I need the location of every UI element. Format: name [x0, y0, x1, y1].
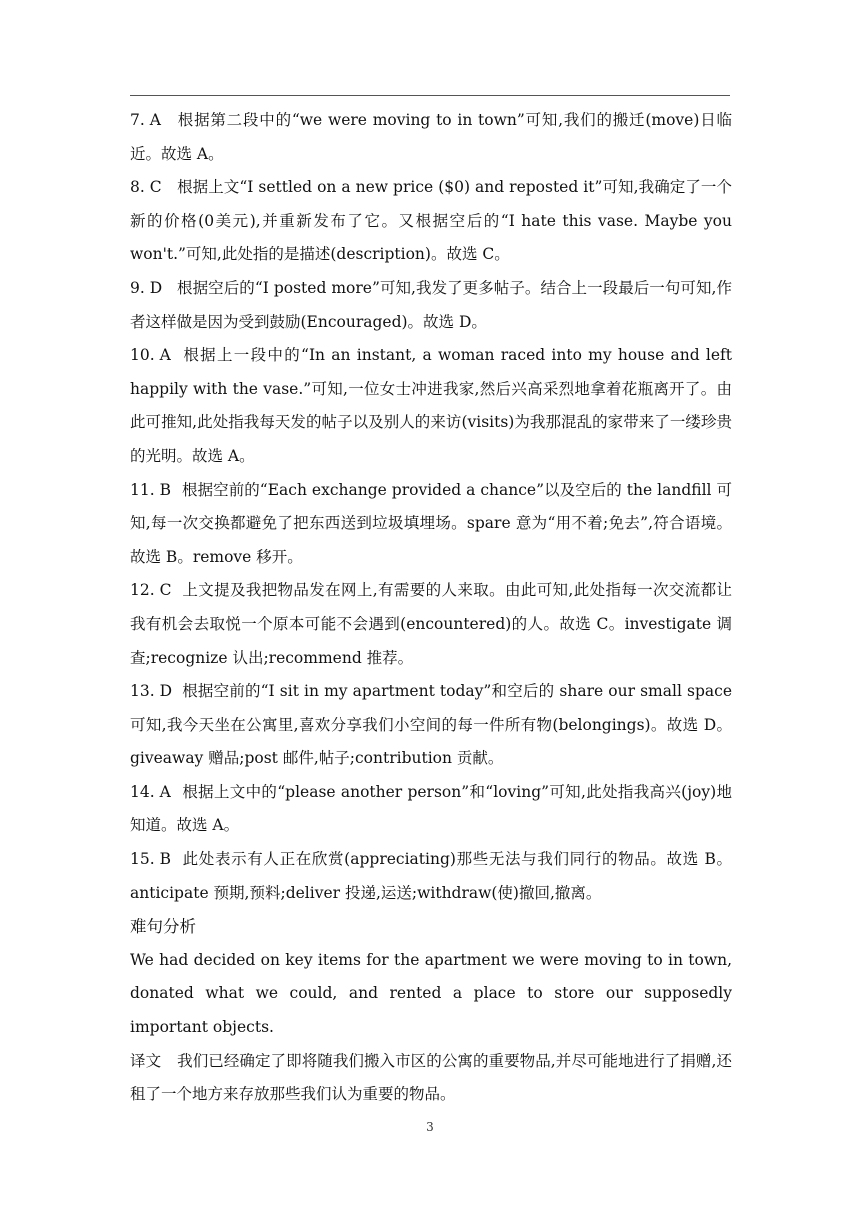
answer-14 [130, 776, 732, 843]
answer-explanation: 根据空前的“I sit in my apartment today”和空后的 share our small space 可知,我今天坐在公寓里,喜欢分享我们小空间的每一件所有物(belongings)。故选 D。giveaway 赠品;post 邮件,帖子;contribution 贡献。 [130, 682, 732, 768]
answer-number: 14. A [130, 782, 171, 801]
answer-number: 8. C [130, 178, 162, 197]
answer-15 [130, 843, 732, 910]
section-title: 难句分析 [130, 917, 196, 937]
translation [130, 1045, 732, 1112]
answer-number: 13. D [130, 682, 173, 701]
answer-explanation: 根据第二段中的“we were moving to in town”可知,我们的搬迁(move)日临近。故选 A。 [130, 111, 732, 163]
translation-text: 我们已经确定了即将随我们搬入市区的公寓的重要物品,并尽可能地进行了捐赠,还租了一个地方来存放那些我们认为重要的物品。 [130, 1051, 732, 1104]
answer-number: 7. A [130, 111, 161, 129]
answer-explanation: 根据上一段中的“In an instant, a woman raced into my house and left happily with the vase.”可知,一位女士冲进我家,然后兴高采烈地拿着花瓶离开了。由此可推知,此处指我每天发的帖子以及别人的来访(visits)为我那混乱的家带来了一缕珍贵的光明。故选 A。 [130, 346, 732, 465]
answer-7 [130, 104, 732, 171]
page-number: 3 [426, 1120, 434, 1134]
answer-number: 12. C [130, 581, 172, 600]
answer-explanation: 根据空后的“I posted more”可知,我发了更多帖子。结合上一段最后一句可知,作者这样做是因为受到鼓励(Encouraged)。故选 D。 [130, 278, 732, 331]
translation-label: 译文 [130, 1051, 162, 1070]
answer-11 [130, 474, 732, 575]
answer-explanation: 上文提及我把物品发在网上,有需要的人来取。由此可知,此处指每一次交流都让我有机会去取悦一个原本可能不会遇到(encountered)的人。故选 C。investigate 调查;recognize 认出;recommend 推荐。 [130, 581, 732, 667]
answer-13 [130, 675, 732, 776]
page-content [130, 104, 732, 1112]
answer-10 [130, 339, 732, 473]
answer-explanation: 根据上文“I settled on a new price ($0) and reposted it”可知,我确定了一个新的价格(0美元),并重新发布了它。又根据空后的“I hate this vase. Maybe you won't.”可知,此处指的是描述(description)。故选 C。 [130, 178, 732, 264]
answer-explanation: 此处表示有人正在欣赏(appreciating)那些无法与我们同行的物品。故选 B。anticipate 预期,预料;deliver 投递,运送;withdraw(使)撤回,撤离。 [130, 850, 732, 902]
answer-number: 11. B [130, 480, 171, 499]
answer-9 [130, 272, 732, 339]
answer-12 [130, 574, 732, 675]
answer-number: 9. D [130, 278, 163, 297]
answer-8 [130, 171, 732, 272]
header-rule [130, 95, 730, 96]
answer-number: 15. B [130, 850, 171, 869]
answer-explanation: 根据上文中的“please another person”和“loving”可知,此处指我高兴(joy)地知道。故选 A。 [130, 782, 732, 835]
answer-number: 10. A [130, 346, 171, 365]
difficult-sentence: We had decided on key items for the apartment we were moving to in town, donated what we could, and rented a place to store our supposedly important objects. [130, 950, 732, 1037]
answer-explanation: 根据空前的“Each exchange provided a chance”以及空后的 the landfill 可知,每一次交换都避免了把东西送到垃圾填埋场。spare 意为“用不着;免去”,符合语境。故选 B。remove 移开。 [130, 480, 732, 566]
